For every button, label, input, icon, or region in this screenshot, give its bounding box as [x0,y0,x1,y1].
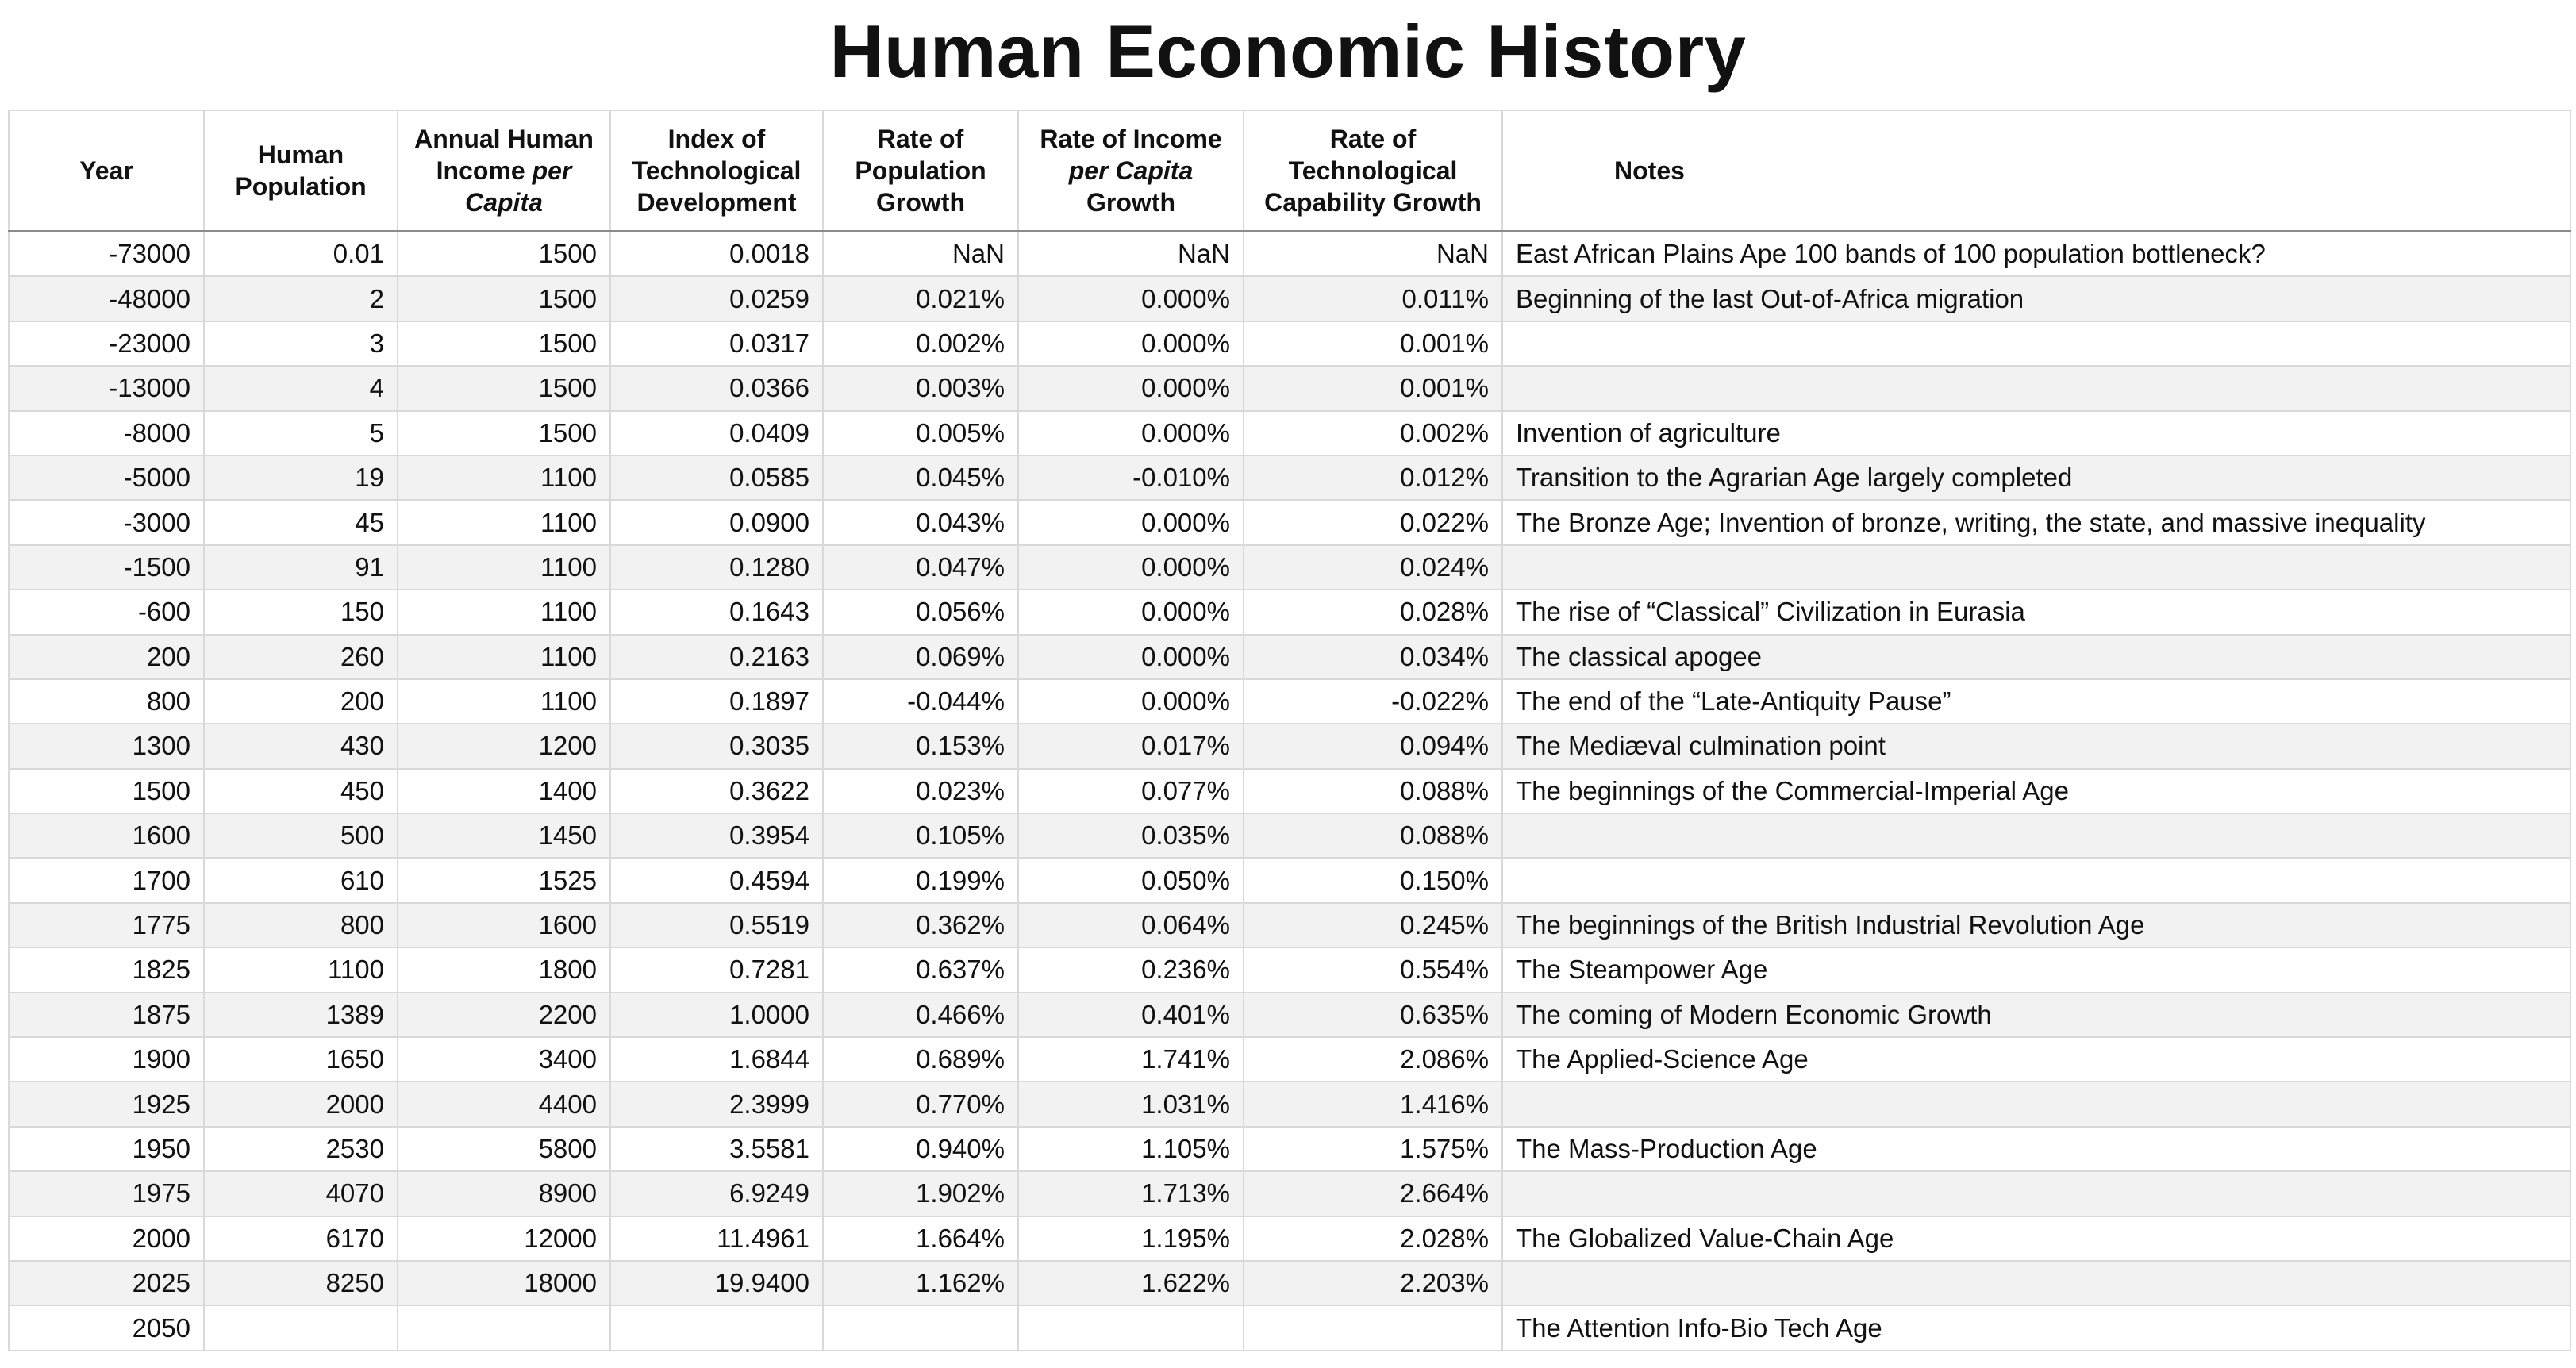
cell-income[interactable]: 3400 [398,1037,610,1082]
cell-income-growth[interactable]: -0.010% [1018,455,1244,500]
table-row [9,769,2570,813]
cell-population[interactable]: 19 [204,455,398,500]
cell-pop-growth[interactable]: 1.664% [823,1216,1018,1261]
cell-notes[interactable]: Transition to the Agrarian Age largely completed [1502,455,2570,500]
table-row [9,590,2570,634]
cell-pop-growth[interactable]: 0.940% [823,1127,1018,1171]
cell-population[interactable]: 4 [204,366,398,410]
cell-income[interactable]: 1100 [398,455,610,500]
cell-population[interactable]: 1389 [204,993,398,1037]
cell-tech-growth[interactable]: 0.001% [1244,321,1502,366]
cell-income-growth[interactable]: 1.741% [1018,1037,1244,1082]
cell-year[interactable]: 1500 [9,769,204,813]
cell-income-growth[interactable]: 0.000% [1018,321,1244,366]
cell-notes[interactable]: The Mediæval culmination point [1502,724,2570,768]
cell-notes[interactable]: The Applied-Science Age [1502,1037,2570,1082]
cell-population[interactable]: 610 [204,858,398,902]
cell-pop-growth[interactable]: 0.005% [823,411,1018,455]
cell-income-growth[interactable]: 0.077% [1018,769,1244,813]
cell-notes[interactable] [1502,321,2570,366]
cell-notes[interactable]: The end of the “Late-Antiquity Pause” [1502,679,2570,724]
cell-pop-growth[interactable]: 0.637% [823,947,1018,992]
cell-year[interactable]: 1600 [9,813,204,858]
cell-tech-index[interactable]: 0.4594 [610,858,823,902]
table-row [9,635,2570,679]
cell-tech-index[interactable]: 0.0366 [610,366,823,410]
cell-notes[interactable] [1502,1261,2570,1305]
cell-income-growth[interactable]: 0.000% [1018,276,1244,321]
cell-income[interactable]: 8900 [398,1171,610,1216]
cell-notes[interactable]: Beginning of the last Out-of-Africa migration [1502,276,2570,321]
cell-year[interactable]: -3000 [9,500,204,544]
cell-notes[interactable] [1502,1082,2570,1126]
cell-population[interactable]: 1650 [204,1037,398,1082]
cell-tech-growth[interactable]: 0.088% [1244,813,1502,858]
cell-income-growth[interactable]: 0.236% [1018,947,1244,992]
table-row [9,321,2570,366]
cell-tech-growth[interactable]: 2.203% [1244,1261,1502,1305]
col-header-notes[interactable]: Notes [1502,110,2570,232]
cell-tech-index[interactable]: 0.0317 [610,321,823,366]
cell-pop-growth[interactable]: 0.002% [823,321,1018,366]
cell-tech-growth[interactable]: 2.028% [1244,1216,1502,1261]
page-title: Human Economic History [829,10,1747,93]
cell-year[interactable]: 2050 [9,1305,204,1350]
cell-population[interactable]: 200 [204,679,398,724]
cell-pop-growth[interactable]: 0.199% [823,858,1018,902]
cell-notes[interactable] [1502,813,2570,858]
cell-year[interactable]: 1950 [9,1127,204,1171]
cell-tech-growth[interactable] [1244,1305,1502,1350]
cell-pop-growth[interactable]: 0.770% [823,1082,1018,1126]
table-row [9,1082,2570,1126]
cell-population[interactable]: 91 [204,545,398,590]
cell-tech-index[interactable]: 0.3035 [610,724,823,768]
cell-tech-index[interactable]: 19.9400 [610,1261,823,1305]
cell-income[interactable]: 1500 [398,366,610,410]
cell-tech-index[interactable]: 6.9249 [610,1171,823,1216]
cell-population[interactable]: 0.01 [204,232,398,277]
cell-year[interactable]: 2000 [9,1216,204,1261]
col-header-pop-growth[interactable]: Rate of Population Growth [823,110,1018,232]
cell-population[interactable]: 500 [204,813,398,858]
cell-year[interactable]: 1700 [9,858,204,902]
col-header-income-growth[interactable]: Rate of Income per Capita Growth [1018,110,1244,232]
cell-income[interactable]: 1100 [398,545,610,590]
table-row [9,545,2570,590]
cell-tech-index[interactable]: 0.1643 [610,590,823,634]
cell-income[interactable]: 1600 [398,903,610,947]
cell-pop-growth[interactable]: 0.023% [823,769,1018,813]
cell-population[interactable]: 6170 [204,1216,398,1261]
table-row [9,947,2570,992]
cell-population[interactable]: 8250 [204,1261,398,1305]
cell-notes[interactable]: The classical apogee [1502,635,2570,679]
cell-year[interactable]: -23000 [9,321,204,366]
header-row [9,110,2570,232]
cell-year[interactable]: 1900 [9,1037,204,1082]
cell-income-growth[interactable]: 1.031% [1018,1082,1244,1126]
cell-income-growth[interactable]: 0.000% [1018,679,1244,724]
cell-tech-growth[interactable]: 0.088% [1244,769,1502,813]
cell-tech-growth[interactable]: 1.575% [1244,1127,1502,1171]
cell-population[interactable]: 4070 [204,1171,398,1216]
table-row [9,411,2570,455]
cell-population[interactable]: 3 [204,321,398,366]
cell-pop-growth[interactable]: 1.162% [823,1261,1018,1305]
cell-year[interactable]: 800 [9,679,204,724]
cell-tech-index[interactable]: 0.0259 [610,276,823,321]
cell-tech-growth[interactable]: 1.416% [1244,1082,1502,1126]
cell-income[interactable]: 1100 [398,679,610,724]
cell-year[interactable]: -73000 [9,232,204,277]
cell-income[interactable] [398,1305,610,1350]
cell-tech-index[interactable]: 0.1897 [610,679,823,724]
cell-tech-growth[interactable]: 0.245% [1244,903,1502,947]
cell-pop-growth[interactable]: 0.021% [823,276,1018,321]
cell-year[interactable]: 1925 [9,1082,204,1126]
table-row [9,276,2570,321]
cell-tech-growth[interactable]: 0.001% [1244,366,1502,410]
cell-notes[interactable]: The rise of “Classical” Civilization in Eurasia [1502,590,2570,634]
cell-tech-growth[interactable]: NaN [1244,232,1502,277]
cell-tech-index[interactable]: 1.6844 [610,1037,823,1082]
col-header-population[interactable]: Human Population [204,110,398,232]
table-row [9,455,2570,500]
cell-tech-growth[interactable]: 0.028% [1244,590,1502,634]
cell-income-growth[interactable]: 0.000% [1018,545,1244,590]
cell-income-growth[interactable]: 0.000% [1018,590,1244,634]
cell-income[interactable]: 1100 [398,635,610,679]
cell-income-growth[interactable]: 1.105% [1018,1127,1244,1171]
cell-income-growth[interactable]: 1.195% [1018,1216,1244,1261]
cell-year[interactable]: -8000 [9,411,204,455]
cell-tech-growth[interactable]: 0.150% [1244,858,1502,902]
cell-income[interactable]: 5800 [398,1127,610,1171]
cell-income[interactable]: 12000 [398,1216,610,1261]
cell-tech-growth[interactable]: 0.011% [1244,276,1502,321]
cell-income[interactable]: 1525 [398,858,610,902]
cell-tech-growth[interactable]: -0.022% [1244,679,1502,724]
cell-year[interactable]: 1825 [9,947,204,992]
cell-population[interactable]: 2000 [204,1082,398,1126]
cell-income-growth[interactable] [1018,1305,1244,1350]
cell-pop-growth[interactable]: 0.045% [823,455,1018,500]
cell-income[interactable]: 1500 [398,276,610,321]
cell-year[interactable]: -1500 [9,545,204,590]
table-row [9,232,2570,277]
table-row [9,366,2570,410]
cell-tech-index[interactable] [610,1305,823,1350]
cell-tech-index[interactable]: 2.3999 [610,1082,823,1126]
cell-income[interactable]: 1400 [398,769,610,813]
cell-notes[interactable]: Invention of agriculture [1502,411,2570,455]
cell-population[interactable]: 150 [204,590,398,634]
cell-tech-growth[interactable]: 0.635% [1244,993,1502,1037]
cell-tech-index[interactable]: 0.0018 [610,232,823,277]
cell-notes[interactable]: The Bronze Age; Invention of bronze, writing, the state, and massive inequality [1502,500,2570,544]
cell-pop-growth[interactable]: 0.047% [823,545,1018,590]
cell-income-growth[interactable]: 0.000% [1018,500,1244,544]
cell-tech-index[interactable]: 1.0000 [610,993,823,1037]
cell-income-growth[interactable]: NaN [1018,232,1244,277]
cell-income-growth[interactable]: 0.000% [1018,366,1244,410]
cell-year[interactable]: -600 [9,590,204,634]
cell-tech-growth[interactable]: 0.012% [1244,455,1502,500]
table-row [9,1261,2570,1305]
cell-tech-index[interactable]: 0.0409 [610,411,823,455]
cell-income-growth[interactable]: 1.622% [1018,1261,1244,1305]
cell-population[interactable]: 2530 [204,1127,398,1171]
cell-notes[interactable] [1502,545,2570,590]
cell-pop-growth[interactable]: 0.069% [823,635,1018,679]
col-header-income[interactable]: Annual Human Income per Capita [398,110,610,232]
cell-tech-growth[interactable]: 0.002% [1244,411,1502,455]
cell-pop-growth[interactable]: 0.056% [823,590,1018,634]
cell-tech-growth[interactable]: 2.086% [1244,1037,1502,1082]
cell-population[interactable]: 2 [204,276,398,321]
table-row [9,1216,2570,1261]
cell-notes[interactable]: The beginnings of the British Industrial Revolution Age [1502,903,2570,947]
table-row [9,813,2570,858]
cell-income[interactable]: 4400 [398,1082,610,1126]
cell-tech-index[interactable]: 0.5519 [610,903,823,947]
cell-population[interactable]: 45 [204,500,398,544]
cell-tech-index[interactable]: 0.3954 [610,813,823,858]
cell-income-growth[interactable]: 0.000% [1018,635,1244,679]
cell-income-growth[interactable]: 0.064% [1018,903,1244,947]
cell-population[interactable] [204,1305,398,1350]
cell-year[interactable]: 1300 [9,724,204,768]
cell-pop-growth[interactable]: 0.003% [823,366,1018,410]
cell-tech-growth[interactable]: 0.024% [1244,545,1502,590]
cell-population[interactable]: 430 [204,724,398,768]
table-row [9,858,2570,902]
cell-income-growth[interactable]: 0.035% [1018,813,1244,858]
col-header-tech-index[interactable]: Index of Technological Development [610,110,823,232]
cell-tech-index[interactable]: 0.2163 [610,635,823,679]
cell-tech-index[interactable]: 3.5581 [610,1127,823,1171]
cell-notes[interactable]: East African Plains Ape 100 bands of 100 population bottleneck? [1502,232,2570,277]
cell-income-growth[interactable]: 1.713% [1018,1171,1244,1216]
cell-pop-growth[interactable]: 0.105% [823,813,1018,858]
table-row [9,1127,2570,1171]
table-row [9,1305,2570,1350]
table-row [9,500,2570,544]
col-header-tech-growth[interactable]: Rate of Technological Capability Growth [1244,110,1502,232]
history-table [8,110,2571,1351]
cell-notes[interactable]: The Steampower Age [1502,947,2570,992]
cell-pop-growth[interactable]: 0.362% [823,903,1018,947]
cell-income[interactable]: 1800 [398,947,610,992]
cell-tech-index[interactable]: 0.3622 [610,769,823,813]
table-row [9,724,2570,768]
cell-pop-growth[interactable]: 0.043% [823,500,1018,544]
cell-year[interactable]: 1975 [9,1171,204,1216]
col-header-year[interactable]: Year [9,110,204,232]
cell-tech-growth[interactable]: 0.094% [1244,724,1502,768]
cell-notes[interactable]: The coming of Modern Economic Growth [1502,993,2570,1037]
cell-notes[interactable]: The Globalized Value-Chain Age [1502,1216,2570,1261]
table-row [9,993,2570,1037]
cell-population[interactable]: 800 [204,903,398,947]
cell-pop-growth[interactable]: 0.689% [823,1037,1018,1082]
cell-year[interactable]: -13000 [9,366,204,410]
cell-tech-growth[interactable]: 2.664% [1244,1171,1502,1216]
cell-year[interactable]: -48000 [9,276,204,321]
cell-income-growth[interactable]: 0.050% [1018,858,1244,902]
cell-notes[interactable]: The beginnings of the Commercial-Imperial Age [1502,769,2570,813]
cell-tech-growth[interactable]: 0.554% [1244,947,1502,992]
cell-year[interactable]: -5000 [9,455,204,500]
cell-pop-growth[interactable]: -0.044% [823,679,1018,724]
cell-year[interactable]: 200 [9,635,204,679]
cell-income[interactable]: 18000 [398,1261,610,1305]
cell-income[interactable]: 1450 [398,813,610,858]
cell-tech-growth[interactable]: 0.022% [1244,500,1502,544]
cell-tech-index[interactable]: 0.7281 [610,947,823,992]
cell-income-growth[interactable]: 0.017% [1018,724,1244,768]
cell-income-growth[interactable]: 0.401% [1018,993,1244,1037]
cell-year[interactable]: 2025 [9,1261,204,1305]
cell-pop-growth[interactable]: 1.902% [823,1171,1018,1216]
cell-pop-growth[interactable] [823,1305,1018,1350]
cell-population[interactable]: 5 [204,411,398,455]
cell-income[interactable]: 1100 [398,500,610,544]
cell-pop-growth[interactable]: 0.153% [823,724,1018,768]
cell-income[interactable]: 1200 [398,724,610,768]
table-row [9,1171,2570,1216]
cell-notes[interactable] [1502,1171,2570,1216]
cell-income[interactable]: 2200 [398,993,610,1037]
cell-notes[interactable]: The Attention Info-Bio Tech Age [1502,1305,2570,1350]
cell-income[interactable]: 1500 [398,411,610,455]
cell-pop-growth[interactable]: NaN [823,232,1018,277]
cell-year[interactable]: 1875 [9,993,204,1037]
table-row [9,903,2570,947]
cell-population[interactable]: 260 [204,635,398,679]
cell-year[interactable]: 1775 [9,903,204,947]
cell-income-growth[interactable]: 0.000% [1018,411,1244,455]
cell-notes[interactable] [1502,366,2570,410]
cell-population[interactable]: 450 [204,769,398,813]
cell-income[interactable]: 1100 [398,590,610,634]
cell-income[interactable]: 1500 [398,321,610,366]
cell-pop-growth[interactable]: 0.466% [823,993,1018,1037]
cell-tech-growth[interactable]: 0.034% [1244,635,1502,679]
cell-tech-index[interactable]: 0.1280 [610,545,823,590]
cell-income[interactable]: 1500 [398,232,610,277]
cell-tech-index[interactable]: 0.0585 [610,455,823,500]
table-row [9,679,2570,724]
cell-population[interactable]: 1100 [204,947,398,992]
cell-tech-index[interactable]: 0.0900 [610,500,823,544]
cell-notes[interactable] [1502,858,2570,902]
cell-tech-index[interactable]: 11.4961 [610,1216,823,1261]
table-row [9,1037,2570,1082]
cell-notes[interactable]: The Mass-Production Age [1502,1127,2570,1171]
